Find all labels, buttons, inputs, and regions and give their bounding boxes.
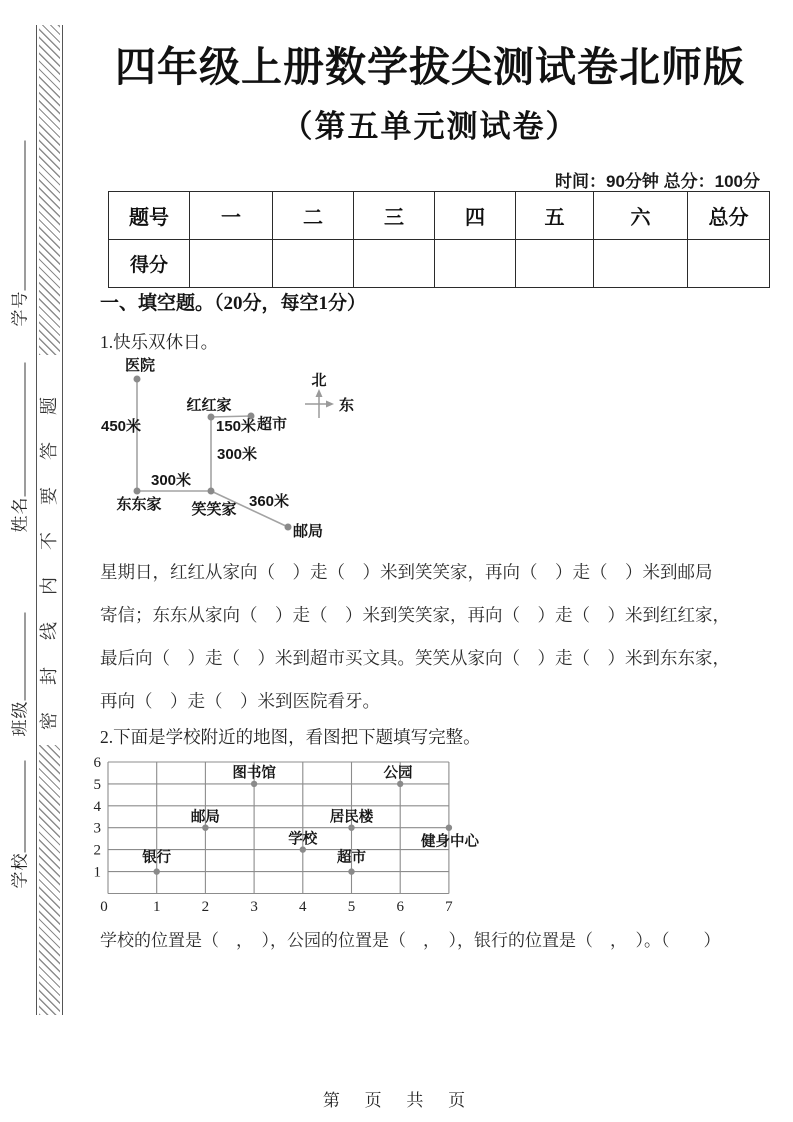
score-header-cell: 总分 [688,192,770,240]
score-table-header-row [109,192,770,240]
fill-line: 寄信；东东从家向（ ）走（ ）米到笑笑家，再向（ ）走（ ）米到红红家， [100,605,730,625]
supermarket-dot [348,868,354,874]
distance-150m-label: 150米 [216,418,257,435]
library-dot [251,781,257,787]
fill-line: 再向（ ）走（ ）米到医院看牙。 [100,691,380,711]
fitness-center-dot [446,825,452,831]
score-header-cell: 二 [273,192,354,240]
name-blank-line [10,363,26,497]
dongdong-home-label: 东东家 [116,496,162,513]
distance-360m-label: 360米 [249,493,290,510]
y-tick: 1 [93,864,101,881]
y-tick: 2 [93,842,101,859]
distance-300m-horizontal-label: 300米 [151,472,192,489]
map-points [142,764,479,875]
y-axis-tick-labels [94,755,102,881]
score-row-label: 得分 [109,240,190,288]
student-info-fields [9,144,35,889]
score-cell-empty [354,240,435,288]
score-header-cell: 五 [516,192,594,240]
post-office-dot [285,524,292,531]
hatch-pattern-bottom [39,745,60,1015]
page-title: 四年级上册数学拔尖测试卷北师版 [115,44,745,90]
grid-lines [108,762,449,894]
school-blank-line [10,761,26,853]
grid-map-figure [88,750,493,922]
class-field-label: 班级 [10,700,30,737]
route-line-honghong-market [211,416,251,417]
school-label: 学校 [288,831,318,848]
post-office-label: 邮局 [190,809,220,826]
x-axis-tick-labels [100,899,453,915]
score-header-cell: 四 [435,192,516,240]
supermarket-label: 超市 [337,850,366,866]
score-header-cell: 题号 [109,192,190,240]
x-tick: 1 [152,899,161,915]
x-tick: 7 [445,899,453,915]
question1-text: 1.快乐双休日。 [100,332,219,352]
score-cell-empty [688,240,770,288]
library-label: 图书馆 [232,765,276,782]
compass-north-label: 北 [311,372,327,389]
x-tick: 2 [201,899,210,915]
post-office-label: 邮局 [293,523,324,540]
class-blank-line [10,613,26,701]
score-cell-empty [516,240,594,288]
park-dot [397,781,403,787]
school-field-label: 学校 [10,852,30,889]
score-header-cell: 一 [190,192,273,240]
exam-info: 时间：90分钟 总分：100分 [555,172,760,191]
section1-heading: 一、填空题。（20分，每空1分） [100,293,367,314]
student-id-field-label: 学号 [10,290,30,327]
seal-line-text: 密封线内不要答题 [39,370,59,730]
xiaoxiao-home-dot [208,488,215,495]
distance-300m-vertical-label: 300米 [217,446,258,463]
honghong-home-dot [208,414,215,421]
x-tick: 3 [250,899,258,915]
fill-line: 最后向（ ）走（ ）米到超市买文具。笑笑从家向（ ）走（ ）米到东东家， [100,648,730,668]
hatch-pattern-top [39,25,60,355]
score-cell-empty [190,240,273,288]
score-cell-empty [273,240,354,288]
score-cell-empty [594,240,688,288]
score-header-cell: 六 [594,192,688,240]
y-tick: 5 [93,776,101,793]
page-footer: 第 页 共 页 [322,1091,476,1110]
compass-east-arrowhead [326,401,334,408]
park-label: 公园 [383,765,413,782]
hospital-dot [134,376,141,383]
bank-label: 银行 [142,850,172,866]
residential-label: 居民楼 [329,809,374,826]
route-map-figure [85,355,385,552]
name-field-label: 姓名 [10,496,30,533]
fitness-center-label: 健身中心 [421,834,479,850]
x-tick: 0 [100,899,108,915]
x-tick: 6 [396,899,404,915]
question1-fill-lines [100,551,730,723]
score-cell-empty [435,240,516,288]
distance-450m-label: 450米 [101,418,142,435]
fill-line: 星期日，红红从家向（ ）走（ ）米到笑笑家，再向（ ）走（ ）米到邮局 [100,562,713,582]
score-table [108,191,770,288]
student-id-blank-line [10,141,26,291]
y-tick: 6 [93,755,101,771]
compass-north-arrowhead [316,389,323,397]
question2-text: 2.下面是学校附近的地图，看图把下题填写完整。 [100,727,481,747]
x-tick: 5 [347,899,356,915]
question2-answer-line: 学校的位置是（ ， ），公园的位置是（ ， ），银行的位置是（ ， ）。（ ） [100,931,721,950]
honghong-home-label: 红红家 [186,397,232,414]
hospital-label: 医院 [124,357,156,374]
page-subtitle: （第五单元测试卷） [281,109,579,144]
xiaoxiao-home-label: 笑笑家 [191,501,237,518]
compass-east-label: 东 [339,397,355,414]
y-tick: 3 [93,820,101,837]
bank-dot [154,868,160,874]
x-tick: 4 [299,899,307,915]
score-table-score-row [109,240,770,288]
dongdong-home-dot [134,488,141,495]
market-label: 超市 [257,416,288,433]
score-header-cell: 三 [354,192,435,240]
y-tick: 4 [93,798,101,815]
